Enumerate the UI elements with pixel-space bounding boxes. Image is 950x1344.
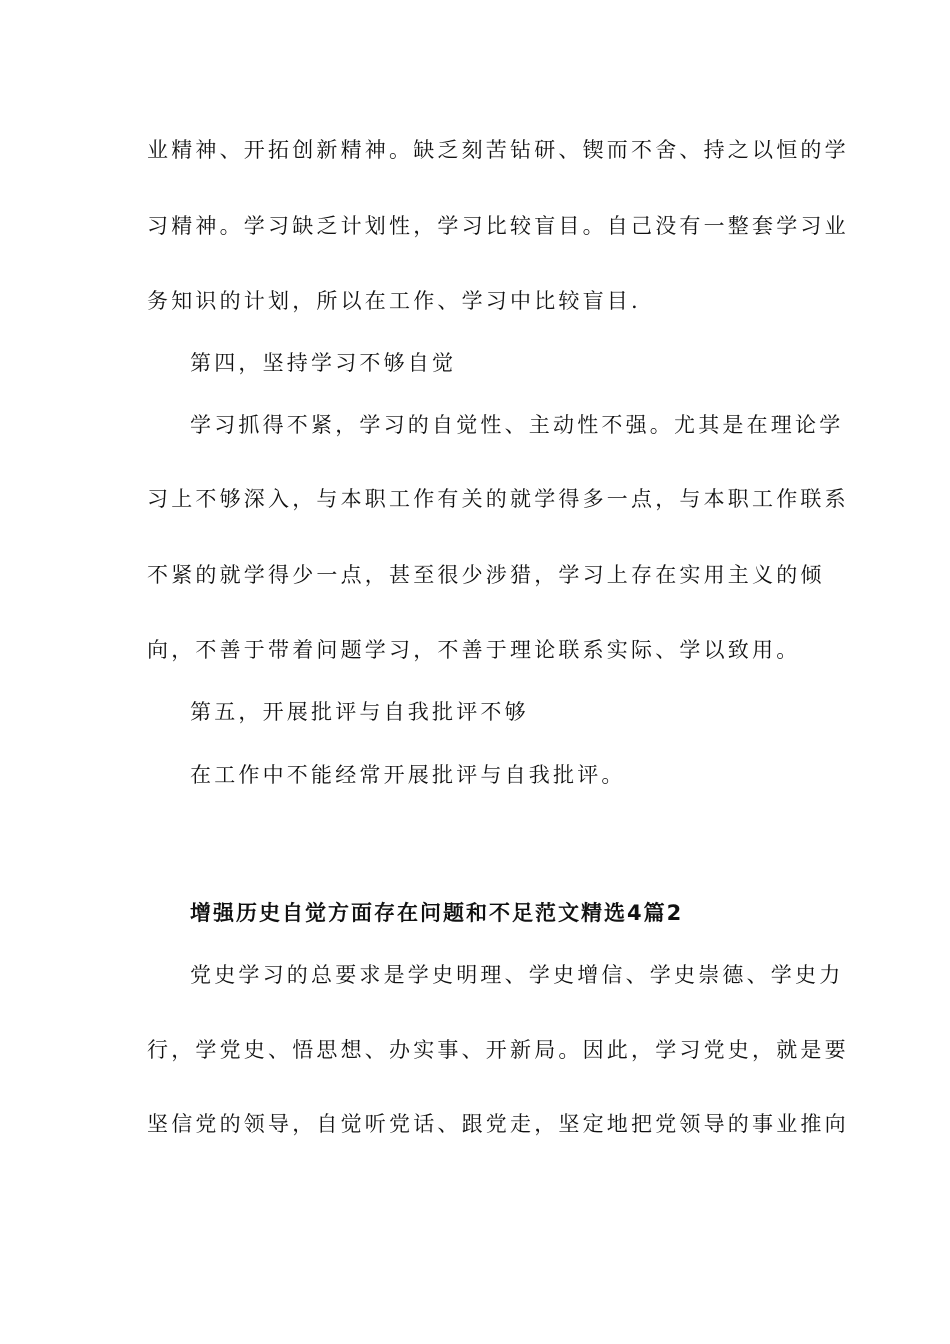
paragraph-line: 不紧的就学得少一点，甚至很少涉猎，学习上存在实用主义的倾 [147,563,825,587]
paragraph-line: 党史学习的总要求是学史明理、学史增信、学史崇德、学史力 [190,963,844,987]
section-heading-5: 第五，开展批评与自我批评不够 [190,700,529,724]
article-title: 增强历史自觉方面存在问题和不足范文精选4篇2 [190,901,684,925]
paragraph-line: 行，学党史、悟思想、办实事、开新局。因此，学习党史，就是要 [147,1038,849,1062]
paragraph-line: 坚信党的领导，自觉听党话、跟党走，坚定地把党领导的事业推向 [147,1112,849,1136]
paragraph-line: 务知识的计划，所以在工作、学习中比较盲目. [147,289,641,313]
paragraph-line: 在工作中不能经常开展批评与自我批评。 [190,763,626,787]
paragraph-line: 学习抓得不紧，学习的自觉性、主动性不强。尤其是在理论学 [190,413,844,437]
paragraph-line: 习精神。学习缺乏计划性，学习比较盲目。自己没有一整套学习业 [147,214,849,238]
paragraph-line: 向，不善于带着问题学习，不善于理论联系实际、学以致用。 [147,638,801,662]
paragraph-line: 业精神、开拓创新精神。缺乏刻苦钻研、锲而不舍、持之以恒的学 [147,138,849,162]
paragraph-line: 习上不够深入，与本职工作有关的就学得多一点，与本职工作联系 [147,487,849,511]
section-heading-4: 第四，坚持学习不够自觉 [190,351,457,375]
